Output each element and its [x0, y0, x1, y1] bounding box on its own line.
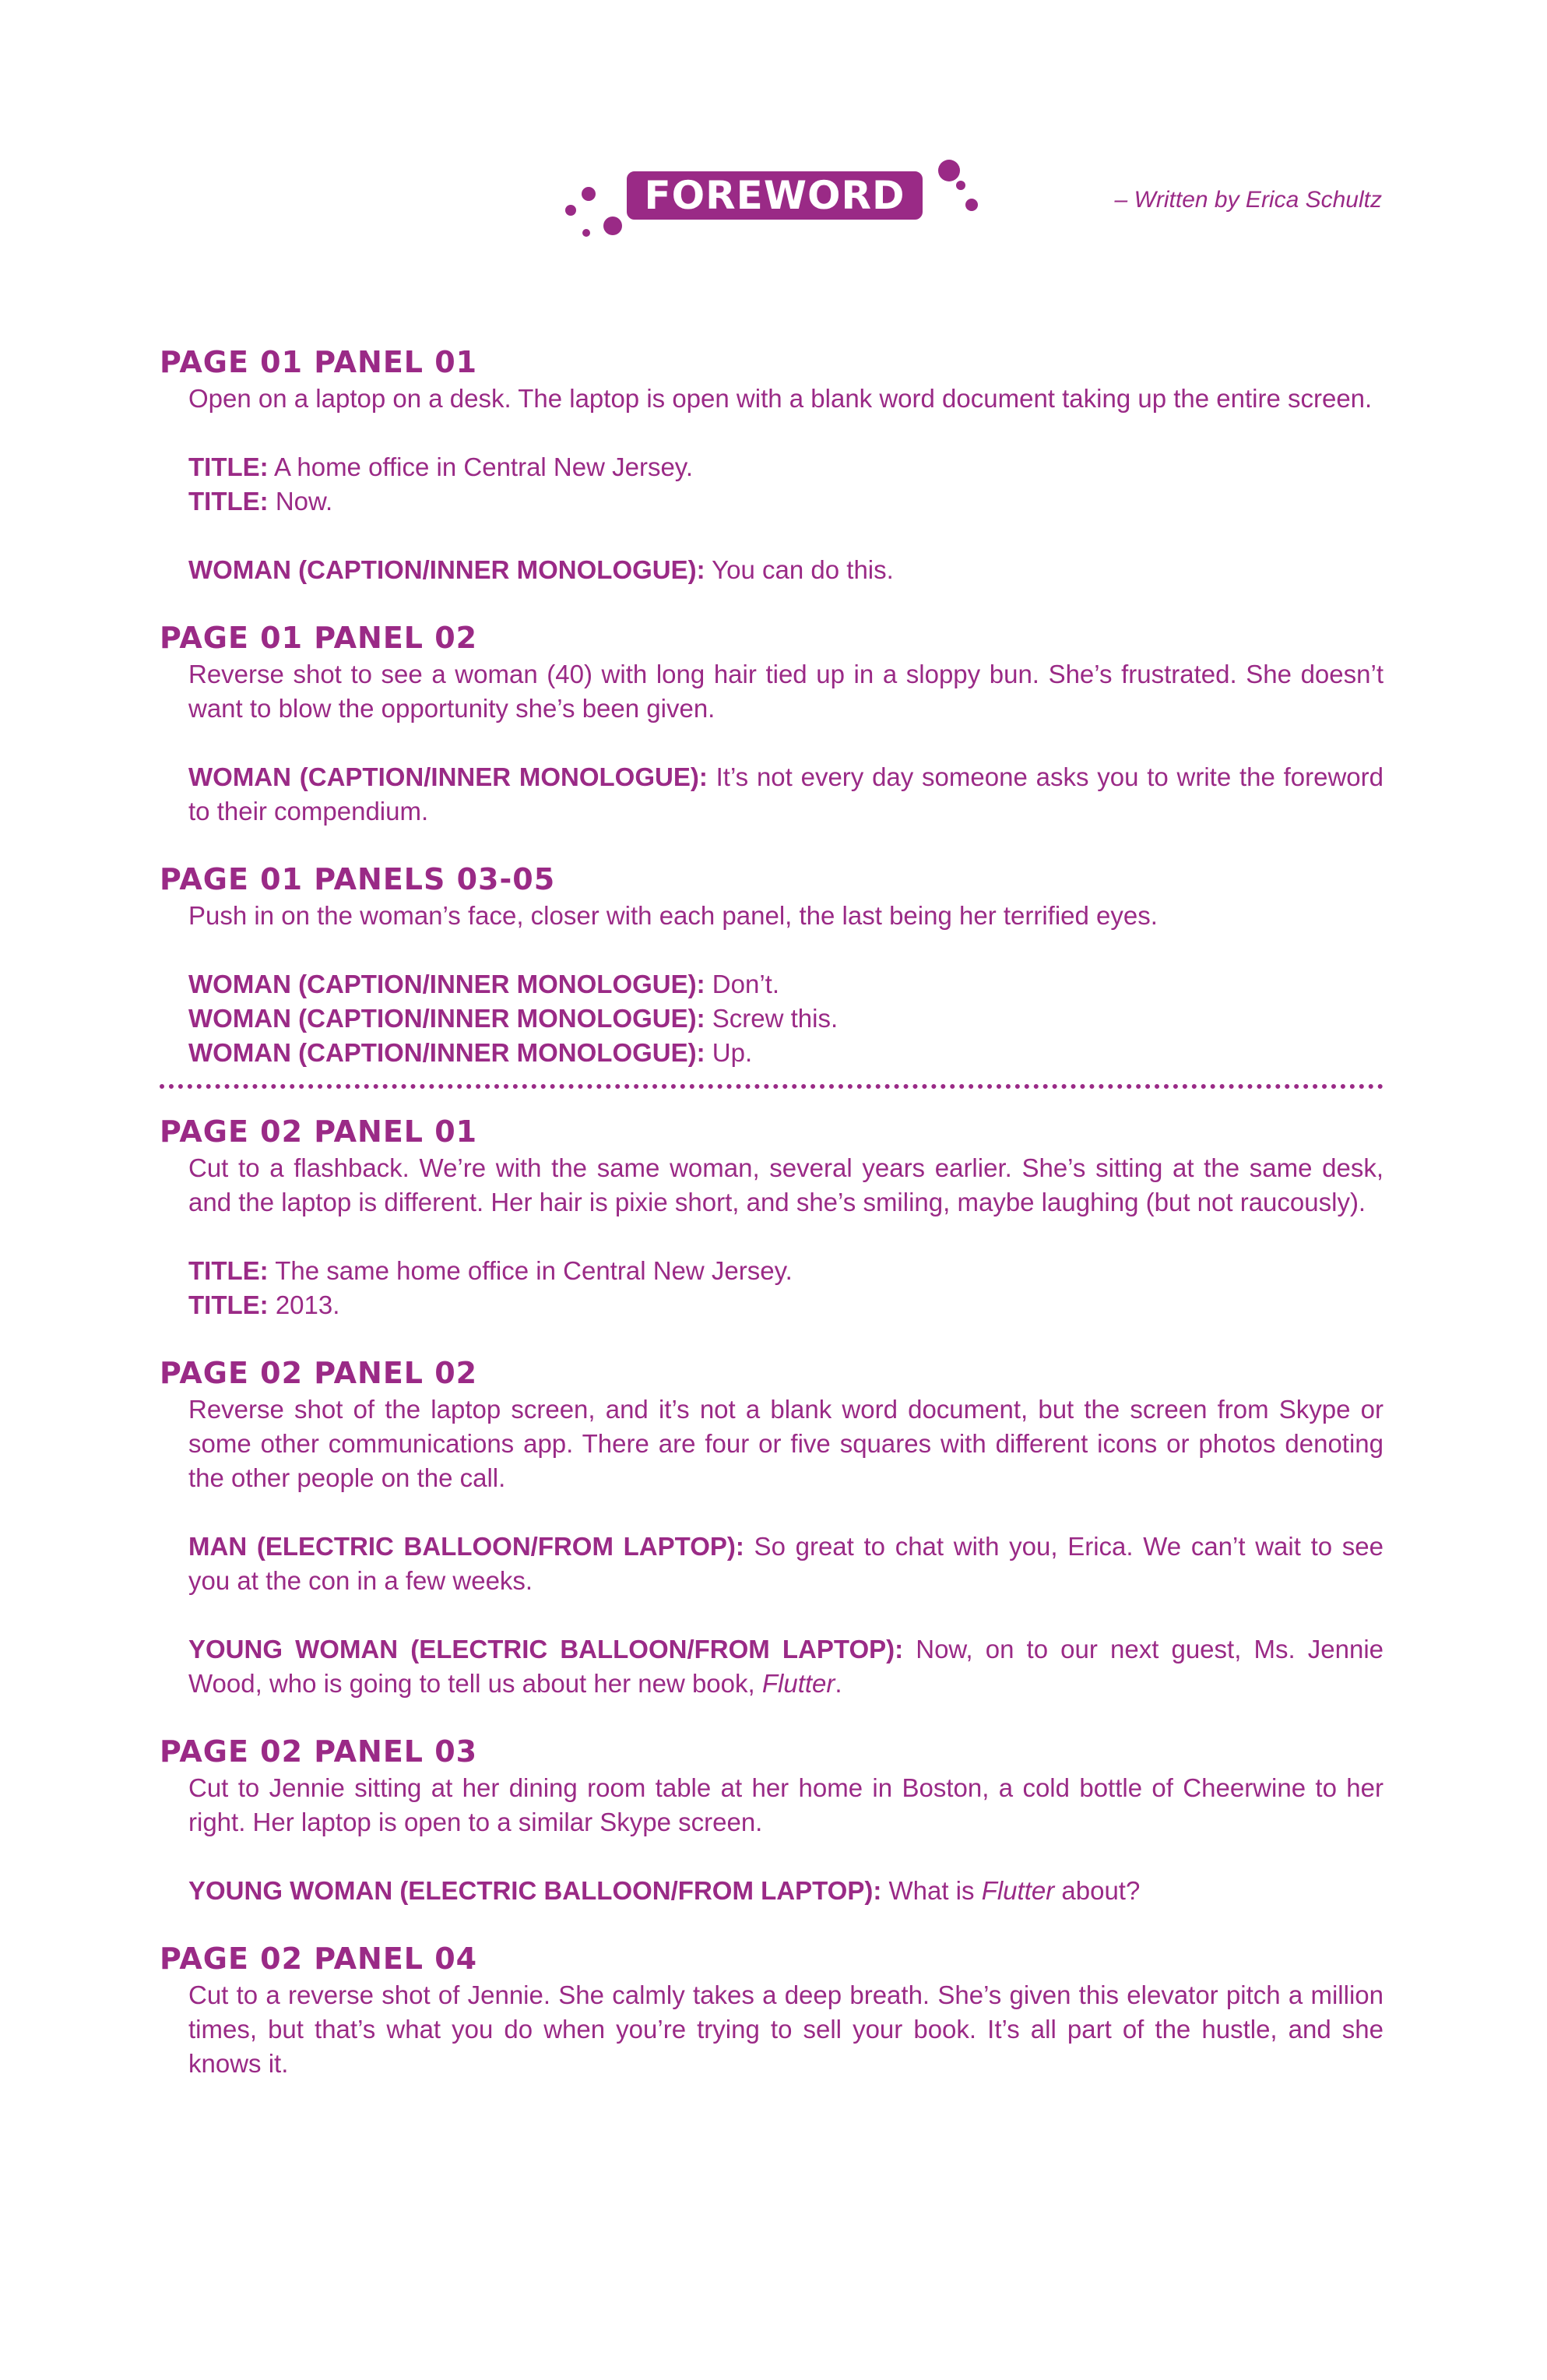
dialogue-line	[188, 1002, 1384, 1036]
title-line	[188, 1288, 1384, 1322]
panel-section	[160, 1732, 1384, 1908]
dialogue-block	[188, 967, 1384, 1070]
page-divider	[160, 1084, 1384, 1089]
panel-description: Cut to a reverse shot of Jennie. She calmly takes a deep breath. She’s given this elevator pitch a million times, but that’s what you do when you’re trying to sell your book. It’s all part of the hustle, and she knows it.	[188, 1980, 1384, 2078]
panel-body	[188, 1771, 1384, 1908]
panel-section	[160, 1354, 1384, 1701]
dialogue-line	[188, 1036, 1384, 1070]
panel-heading: PAGE 01 PANELS 03-05	[160, 862, 556, 896]
dialogue-line	[188, 1530, 1384, 1598]
speaker-label: TITLE:	[188, 452, 269, 481]
line-text: Now, on to our next guest, Ms. Jennie Wood, who is going to tell us about her new book,	[188, 1635, 1384, 1698]
bubble-dot	[956, 181, 965, 190]
panel-body	[188, 1978, 1384, 2081]
panel-heading: PAGE 01 PANEL 02	[160, 621, 478, 655]
panel-description: Reverse shot to see a woman (40) with long hair tied up in a sloppy bun. She’s frustrated. She doesn’t want to blow the opportunity she’s been given.	[188, 660, 1384, 723]
line-text: Up.	[705, 1038, 753, 1067]
line-text: A home office in Central New Jersey.	[268, 452, 694, 481]
speaker-label: WOMAN (CAPTION/INNER MONOLOGUE):	[188, 1004, 705, 1033]
dialogue-line	[188, 760, 1384, 829]
speaker-label: TITLE:	[188, 1290, 269, 1319]
panel-section	[160, 343, 1384, 587]
page-title	[627, 171, 923, 220]
speaker-label: YOUNG WOMAN (ELECTRIC BALLOON/FROM LAPTOP):	[188, 1635, 904, 1664]
dialogue-line	[188, 1874, 1384, 1908]
panel-heading: PAGE 02 PANEL 04	[160, 1942, 478, 1976]
dialogue-line	[188, 967, 1384, 1002]
panel-body	[188, 657, 1384, 829]
line-text: about?	[1054, 1876, 1141, 1905]
bubble-dot	[582, 229, 590, 237]
title-block	[188, 450, 1384, 519]
title-line	[188, 1254, 1384, 1288]
panel-heading: PAGE 01 PANEL 01	[160, 345, 478, 379]
book-title: Flutter	[761, 1669, 835, 1698]
script-content	[160, 343, 1384, 2112]
title-block	[188, 1254, 1384, 1322]
panel-section	[160, 1112, 1384, 1322]
speaker-label: YOUNG WOMAN (ELECTRIC BALLOON/FROM LAPTOP):	[188, 1876, 882, 1905]
panel-heading: PAGE 02 PANEL 01	[160, 1114, 478, 1149]
speaker-label: MAN (ELECTRIC BALLOON/FROM LAPTOP):	[188, 1532, 744, 1561]
dialogue-line	[188, 1632, 1384, 1701]
bubble-dot	[965, 199, 978, 211]
line-text: The same home office in Central New Jersey.	[268, 1256, 793, 1285]
line-text: It’s not every day someone asks you to write the foreword to their compendium.	[188, 762, 1384, 826]
line-text: What is	[881, 1876, 982, 1905]
speaker-label: TITLE:	[188, 1256, 269, 1285]
line-text: 2013.	[268, 1290, 340, 1319]
line-text: .	[835, 1669, 842, 1698]
bubble-dot	[603, 217, 622, 235]
panel-description: Push in on the woman’s face, closer with each panel, the last being her terrified eyes.	[188, 901, 1158, 930]
panel-description: Cut to a flashback. We’re with the same woman, several years earlier. She’s sitting at the same desk, and the laptop is different. Her hair is pixie short, and she’s smiling, maybe laughing (but not raucously).	[188, 1153, 1384, 1216]
title-graphic	[545, 156, 981, 241]
speaker-label: WOMAN (CAPTION/INNER MONOLOGUE):	[188, 762, 708, 791]
bubble-dot	[582, 187, 596, 201]
author-byline: – Written by Erica Schultz	[1114, 187, 1382, 213]
panel-description: Cut to Jennie sitting at her dining room table at her home in Boston, a cold bottle of Cheerwine to her right. Her laptop is open to a similar Skype screen.	[188, 1773, 1384, 1836]
line-text: Now.	[268, 487, 333, 516]
line-text: You can do this.	[705, 555, 894, 584]
speaker-label: WOMAN (CAPTION/INNER MONOLOGUE):	[188, 555, 705, 584]
speaker-label: WOMAN (CAPTION/INNER MONOLOGUE):	[188, 1038, 705, 1067]
panel-heading: PAGE 02 PANEL 03	[160, 1734, 478, 1769]
line-text: So great to chat with you, Erica. We can’t wait to see you at the con in a few weeks.	[188, 1532, 1384, 1595]
line-text: Screw this.	[705, 1004, 839, 1033]
panel-description: Open on a laptop on a desk. The laptop is open with a blank word document taking up the entire screen.	[188, 384, 1373, 413]
title-line	[188, 450, 1384, 484]
panel-section	[160, 618, 1384, 829]
panel-section	[160, 860, 1384, 1070]
panel-body	[188, 1151, 1384, 1322]
panel-description: Reverse shot of the laptop screen, and it’s not a blank word document, but the screen from Skype or some other communications app. There are four or five squares with different icons or photos denoting the other people on the call.	[188, 1395, 1384, 1492]
panel-body	[188, 1392, 1384, 1701]
bubble-dot	[938, 160, 960, 181]
panel-heading: PAGE 02 PANEL 02	[160, 1356, 478, 1390]
bubble-dot	[565, 205, 576, 216]
panel-body	[188, 382, 1384, 587]
speaker-label: WOMAN (CAPTION/INNER MONOLOGUE):	[188, 970, 705, 998]
title-line	[188, 484, 1384, 519]
page-title-text: FOREWORD	[644, 173, 905, 218]
speaker-label: TITLE:	[188, 487, 269, 516]
panel-section	[160, 1939, 1384, 2081]
line-text: Don’t.	[705, 970, 779, 998]
book-title: Flutter	[981, 1876, 1055, 1905]
page-header	[0, 148, 1547, 241]
dialogue-line	[188, 553, 1384, 587]
panel-body	[188, 899, 1384, 1070]
